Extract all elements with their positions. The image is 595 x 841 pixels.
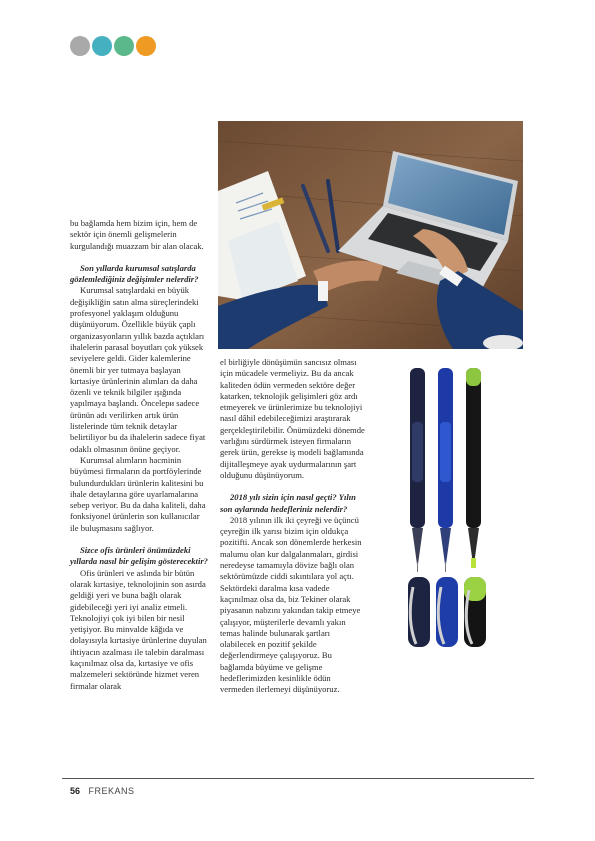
- text-column-middle: [220, 357, 365, 696]
- orange-dot: [136, 36, 156, 56]
- continued-paragraph: el birliğiyle dönüşümün sancısız olması için mücadele vermeliyiz. Bu da ancak kaliteden ödün vermeden sektöre değer katarken, teknolojik gelişimleri göz ardı etmeyerek ve ürünlerimize bu teknolojiyi nasıl dâhil edebileceğimizi araştırarak gerçekleştirilebilir. Önümüzdeki dönemde varlığını sürdürmek isteyen firmaların gerek ürün, gerekse iş modeli bağlamında dijitalleşmeye ayak uydurmalarının şart olduğunu düşünüyorum.: [220, 357, 365, 480]
- intro-paragraph: bu bağlamda hem bizim için, hem de sektör için önemli gelişmelerin kurgulandığı muazzam bir alan olacak.: [70, 218, 204, 251]
- answer-paragraph: Kurumsal satışlardaki en büyük değişikliğin satın alma süreçlerindeki profesyonel yaklaşım olduğunu düşünüyorum. Özellikle büyük çaplı organizasyonların yıllık bazda açtıkları ihalelerin parasal boyutları çok yüksek seviyelere geldi. Gider kalemlerine önemli bir yer tutmaya başlayan kırtasiye ürünlerinin alımları da daha özenli ve teknik bilgiler ışığında yapılmaya başlandı. Öncelери sadece ürünün adı verilirken artık ürün listelerinde tüm teknik detaylar belirtiliyor bu da ihalelerin sadece fiyat odaklı olmasının önüne geçiyor.: [70, 285, 206, 454]
- answer-paragraph: Ofis ürünleri ve aslında bir bütün olarak kırtasiye, teknolojinin son asırda geldiği yeri ve buna bağlı olarak gidebileceği yeri iyi analiz etmeli. Teknolojiyi çok iyi bilen bir nesil yetişiyor. Bu minvalde kâğıda ve dolayısıyla kırtasiye ürünlerine duyulan ihtiyacın azalması ile talebin daralması kaçınılmaz olsa da, kırtasiye ve ofis malzemeleri sektöründe hizmet veren firmalar olarak: [70, 567, 207, 691]
- green-dot: [114, 36, 134, 56]
- question-heading: Son yıllarda kurumsal satışlarda gözlemlediğiniz değişimler nelerdir?: [70, 262, 199, 285]
- question-heading: Sizce ofis ürünleri önümüzdeki yıllarda nasıl bir gelişim gösterecektir?: [70, 545, 208, 567]
- pens-photo: [400, 362, 512, 682]
- answer-paragraph: 2018 yılının ilk iki çeyreği ve üçüncü çeyreğin ilk yarısı bizim için oldukça pozitifti. Ancak son dönemlerde herkesin malumu olan kur dalgalanmaları, girdisi neredeyse tamamıyla dövize bağlı olan sektörümüzde ciddi sıkıntılara yol açtı. Sektördeki daralma kısa vadede kaçınılmaz olsa da, biz Tekiner olarak piyasanın nabzını yakından takip etmeye çalışıyor, müşterilerle devamlı yakın temas halinde bulunarak şartları olabilecek en pozitif şekilde değerlendirmeye çalışıyoruz. Bu bağlamda büyüme ve gelişme hedeflerimizden kesinlikle ödün vermeden ilerlemeyi düşünüyoruz.: [220, 514, 362, 695]
- teal-dot: [92, 36, 112, 56]
- question-heading: 2018 yılı sizin için nasıl geçti? Yılın son aylarında hedefleriniz nelerdir?: [220, 492, 356, 514]
- page-number: 56: [70, 786, 81, 796]
- header-dots: [70, 36, 156, 56]
- text-column-left: [70, 218, 210, 692]
- footer-divider: [62, 778, 534, 779]
- magazine-name: FREKANS: [88, 786, 135, 796]
- answer-paragraph: Kurumsal alımların hacminin büyümesi firmaların da portföylerinde bulundurdukları ürünlerin kalitesini bu ihale detaylarına göre uyarlamalarına sebep veriyor. Bu da daha kaliteli, daha fonksiyonel ürünlerin son kullanıcılar ile buluşmasını sağlıyor.: [70, 454, 206, 533]
- gray-dot: [70, 36, 90, 56]
- laptop-photo: [218, 121, 523, 349]
- page-footer: [70, 786, 135, 796]
